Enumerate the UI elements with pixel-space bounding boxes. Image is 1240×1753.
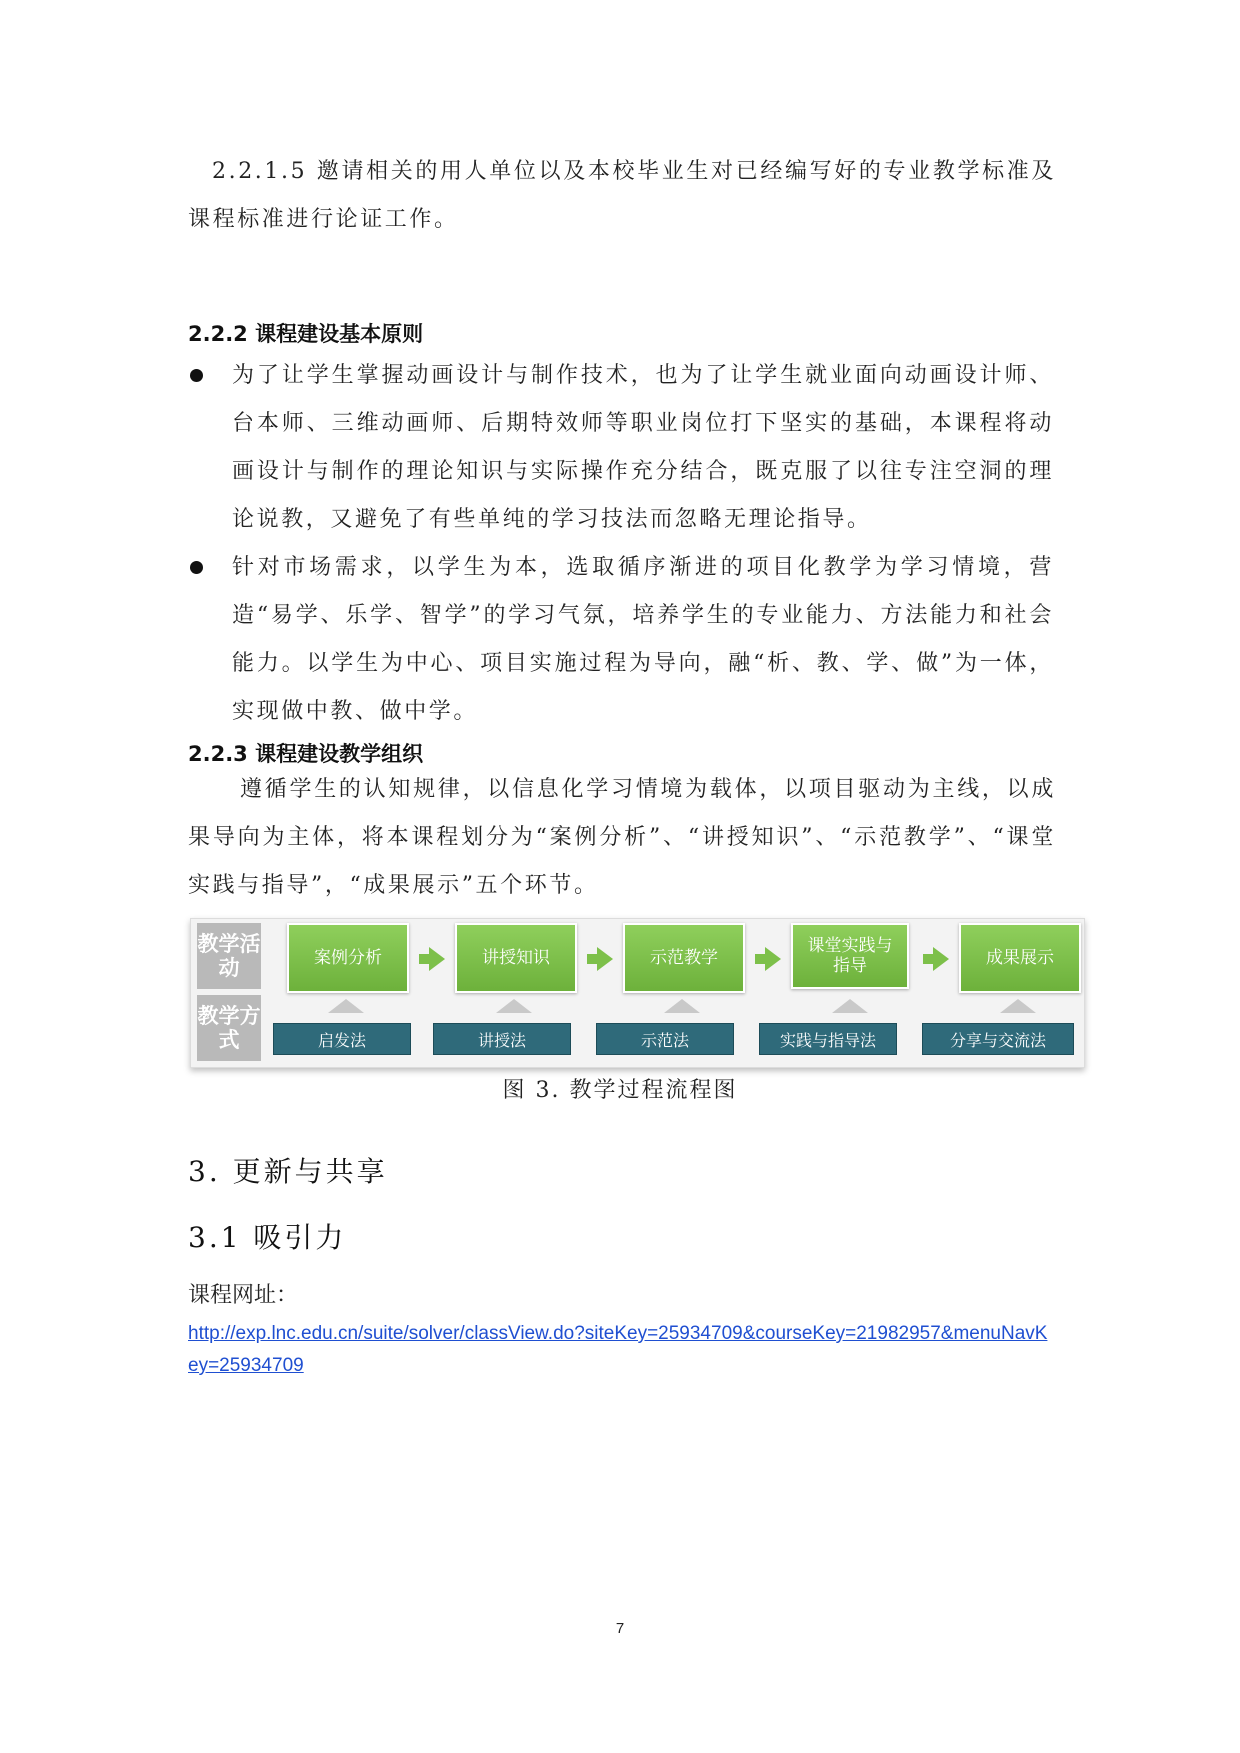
bullet-icon [190, 369, 203, 382]
page-number: 7 [615, 1620, 625, 1637]
row-label-activity: 教学活动 [197, 923, 261, 989]
activity-box: 讲授知识 [455, 923, 577, 993]
arrow-up-icon [328, 999, 364, 1013]
method-box: 讲授法 [433, 1023, 571, 1055]
heading-222: 2.2.2 课程建设基本原则 [188, 322, 424, 346]
activity-box: 课堂实践与指导 [791, 923, 909, 989]
row-label-method: 教学方式 [197, 995, 261, 1061]
method-box: 实践与指导法 [759, 1023, 897, 1055]
arrow-up-icon [664, 999, 700, 1013]
bullet-item-2: 针对市场需求，以学生为本，选取循序渐进的项目化教学为学习情境，营造“易学、乐学、智学”的学习气氛，培养学生的专业能力、方法能力和社会能力。以学生为中心、项目实施过程为导向，融“析、教、学、做”为一体，实现做中教、做中学。 [232, 555, 1054, 724]
paragraph-2215: 2.2.1.5 邀请相关的用人单位以及本校毕业生对已经编写好的专业教学标准及课程标准进行论证工作。 [188, 159, 1056, 232]
teaching-process-figure [190, 918, 1085, 1068]
arrow-up-icon [832, 999, 868, 1013]
arrow-right-icon [597, 947, 613, 971]
bullet-icon [190, 561, 203, 574]
activity-box: 案例分析 [287, 923, 409, 993]
arrow-up-icon [1000, 999, 1036, 1013]
activity-box: 成果展示 [959, 923, 1081, 993]
heading-31: 3.1 吸引力 [188, 1221, 347, 1254]
arrow-up-icon [496, 999, 532, 1013]
arrow-right-icon [933, 947, 949, 971]
method-box: 分享与交流法 [922, 1023, 1074, 1055]
arrow-right-icon [429, 947, 445, 971]
course-url-link[interactable]: http://exp.lnc.edu.cn/suite/solver/classView.do?siteKey=25934709&courseKey=21982957&menuNavKey=25934709 [188, 1323, 1048, 1376]
method-box: 启发法 [273, 1023, 411, 1055]
paragraph-223: 遵循学生的认知规律，以信息化学习情境为载体，以项目驱动为主线，以成果导向为主体，将本课程划分为“案例分析”、“讲授知识”、“示范教学”、“课堂实践与指导”，“成果展示”五个环节。 [188, 777, 1056, 898]
course-url-label: 课程网址： [188, 1283, 299, 1308]
heading-223: 2.2.3 课程建设教学组织 [188, 742, 424, 766]
figure-caption: 图 3. 教学过程流程图 [502, 1078, 738, 1103]
heading-3: 3. 更新与共享 [188, 1155, 388, 1188]
arrow-right-icon [765, 947, 781, 971]
activity-box: 示范教学 [623, 923, 745, 993]
method-box: 示范法 [596, 1023, 734, 1055]
bullet-item-1: 为了让学生掌握动画设计与制作技术，也为了让学生就业面向动画设计师、台本师、三维动画师、后期特效师等职业岗位打下坚实的基础，本课程将动画设计与制作的理论知识与实际操作充分结合，既克服了以往专注空洞的理论说教，又避免了有些单纯的学习技法而忽略无理论指导。 [232, 363, 1054, 532]
